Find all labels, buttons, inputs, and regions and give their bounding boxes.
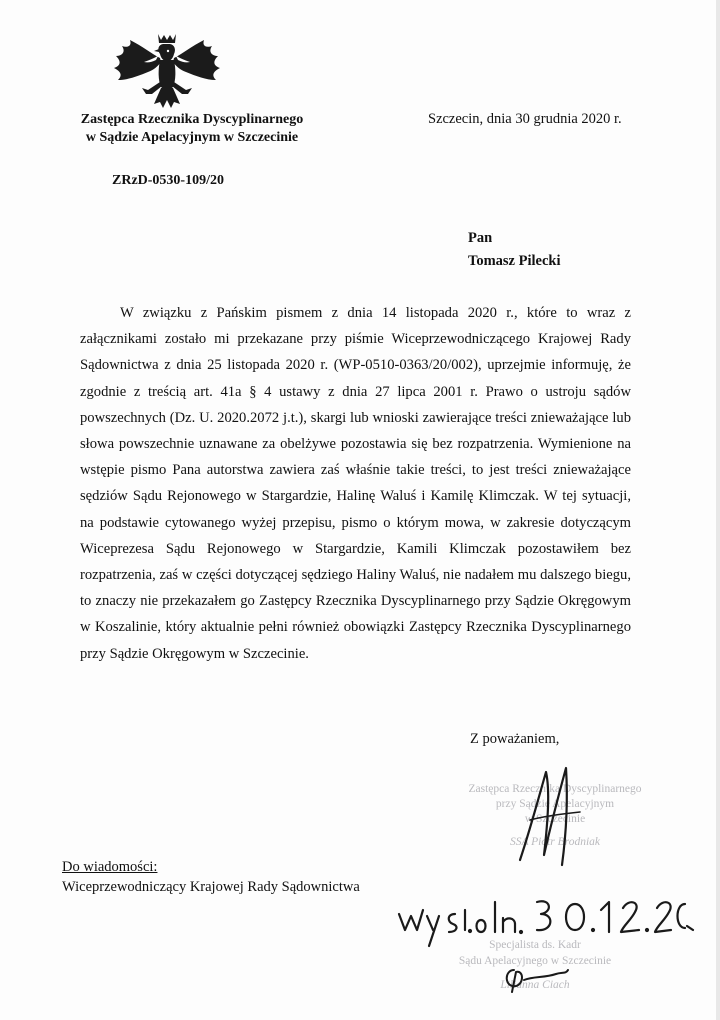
letter-body	[80, 300, 631, 667]
issuing-office-header	[62, 111, 322, 147]
closing-greeting: Z poważaniem,	[470, 731, 560, 747]
recipient-block	[468, 227, 561, 273]
reference-number: ZRzD-0530-109/20	[112, 173, 224, 188]
signer-stamp-line-2: przy Sądzie Apelacyjnym	[495, 798, 615, 810]
distribution-heading: Do wiadomości:	[62, 859, 158, 875]
signer-stamp-line-3: w Szczecinie	[524, 813, 586, 825]
clerk-stamp-line-1: Specjalista ds. Kadr	[489, 939, 581, 951]
handwritten-signature	[500, 760, 600, 870]
clerk-stamp-name: Lilianna Ciach	[500, 979, 570, 991]
distribution-recipient: Wiceprzewodniczący Krajowej Rady Sądownictwa	[62, 879, 360, 895]
signer-stamp-name: SSA Piotr Brodniak	[509, 836, 601, 848]
recipient-name: Tomasz Pilecki	[468, 253, 561, 269]
office-name-line-1: Zastępca Rzecznika Dyscyplinarnego	[80, 112, 304, 127]
clerk-handwritten-signature	[500, 950, 570, 995]
clerk-stamp-line-2: Sądu Apelacyjnego w Szczecinie	[458, 955, 612, 967]
document-date: Szczecin, dnia 30 grudnia 2020 r.	[428, 111, 622, 127]
polish-eagle-emblem-icon	[108, 32, 226, 110]
distribution-list	[62, 857, 360, 897]
office-name-line-2: w Sądzie Apelacyjnym w Szczecinie	[85, 130, 299, 145]
recipient-salutation: Pan	[468, 230, 493, 246]
page-edge-shadow	[716, 0, 720, 1020]
body-paragraph: W związku z Pańskim pismem z dnia 14 listopada 2020 r., które to wraz z załącznikami zostało mi przekazane przy piśmie Wiceprzewodniczącego Krajowej Rady Sądownictwa z dnia 25 listopada 2020 r. (WP-0510-0363/20/002), uprzejmie informuję, że zgodnie z treścią art. 41a § 4 ustawy z dnia 27 lipca 2001 r. Prawo o ustroju sądów powszechnych (Dz. U. 2020.2072 j.t.), skargi lub wnioski zawierające treści znieważające lub słowa powszechnie uznawane za obelżywe pozostawia się bez rozpatrzenia. Wymienione na wstępie pismo Pana autorstwa zawiera zaś właśnie takie treści, to jest treści znieważające sędziów Sądu Rejonowego w Stargardzie, Halinę Waluś i Kamilę Klimczak. W tej sytuacji, na podstawie cytowanego wyżej przepisu, pismo o którym mowa, w zakresie dotyczącym Wiceprezesa Sądu Rejonowego w Stargardzie, Kamili Klimczak pozostawiłem bez rozpatrzenia, zaś w części dotyczącej sędziego Haliny Waluś, nie nadałem mu dalszego biegu, to znaczy nie przekazałem go Zastępcy Rzecznika Dyscyplinarnego przy Sądzie Okręgowym w Koszalinie, który aktualnie pełni również obowiązki Zastępcy Rzecznika Dyscyplinarnego przy Sądzie Okręgowym w Szczecinie.	[80, 305, 631, 662]
signer-stamp-line-1: Zastępca Rzecznika Dyscyplinarnego	[468, 783, 642, 795]
